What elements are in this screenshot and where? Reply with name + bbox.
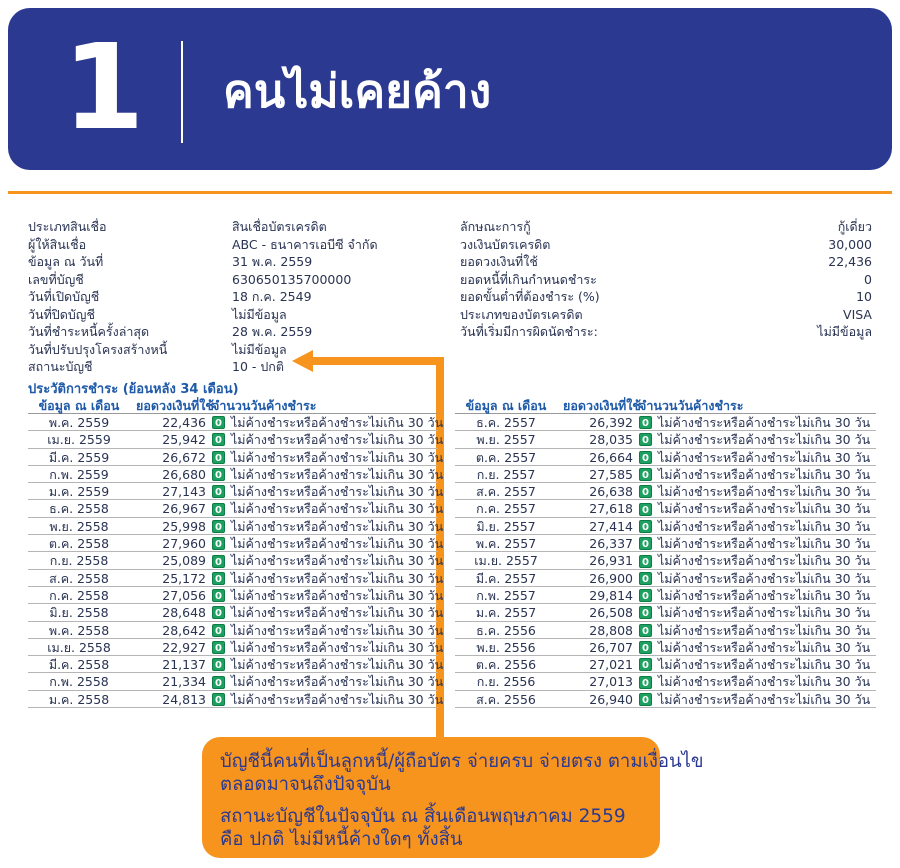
field-value: 10 xyxy=(856,289,872,304)
cell-amount: 27,414 xyxy=(589,518,633,534)
cell-month: ม.ค. 2559 xyxy=(48,484,110,500)
zero-days-overdue-badge: 0 xyxy=(212,451,225,464)
field-label: ยอดหนี้ที่เกินกำหนดชำระ xyxy=(460,271,597,287)
table-header-row xyxy=(455,397,876,414)
zero-days-overdue-badge: 0 xyxy=(639,589,652,602)
cell-amount: 26,638 xyxy=(589,484,633,500)
zero-days-overdue-badge: 0 xyxy=(212,606,225,619)
field-label: วันที่ปรับปรุงโครงสร้างหนี้ xyxy=(28,341,168,357)
payment-history-title: ประวัติการชำระ (ย้อนหลัง 34 เดือน) xyxy=(28,382,239,397)
zero-days-overdue-badge: 0 xyxy=(212,589,225,602)
zero-days-overdue-badge: 0 xyxy=(639,485,652,498)
field-value: 31 พ.ค. 2559 xyxy=(232,254,313,269)
field-label: วันที่ชำระหนี้ครั้งล่าสุด xyxy=(28,324,150,339)
cell-month: ต.ค. 2557 xyxy=(475,449,537,465)
cell-month: ก.พ. 2557 xyxy=(476,587,536,603)
cell-month: เม.ย. 2559 xyxy=(47,432,111,448)
info-row xyxy=(460,253,872,271)
zero-days-overdue-badge: 0 xyxy=(639,451,652,464)
zero-days-overdue-badge: 0 xyxy=(212,416,225,429)
zero-days-overdue-badge: 0 xyxy=(639,520,652,533)
cell-amount: 25,942 xyxy=(162,432,206,448)
field-label: ประเภทสินเชื่อ xyxy=(28,219,107,234)
cell-month: ก.ย. 2558 xyxy=(49,553,109,569)
info-row xyxy=(28,341,436,359)
table-row xyxy=(28,604,444,621)
cell-month: พ.ย. 2558 xyxy=(49,518,109,534)
zero-days-overdue-badge: 0 xyxy=(639,658,652,671)
info-row xyxy=(28,253,436,271)
field-value: ไม่มีข้อมูล xyxy=(232,306,287,322)
cell-month: ส.ค. 2557 xyxy=(476,484,536,500)
account-info-left xyxy=(28,218,436,376)
column-header-amount: ยอดวงเงินที่ใช้ xyxy=(563,398,641,413)
cell-status-text: ไม่ค้างชำระหรือค้างชำระไม่เกิน 30 วัน xyxy=(231,639,444,655)
cell-amount: 22,927 xyxy=(162,639,206,655)
zero-days-overdue-badge: 0 xyxy=(212,555,225,568)
field-value: ไม่มีข้อมูล xyxy=(817,324,872,339)
cell-status-text: ไม่ค้างชำระหรือค้างชำระไม่เกิน 30 วัน xyxy=(231,622,444,638)
cell-amount: 26,508 xyxy=(589,605,633,621)
field-value: 22,436 xyxy=(828,254,872,269)
field-label: วันที่เปิดบัญชี xyxy=(28,289,100,304)
cell-status-text: ไม่ค้างชำระหรือค้างชำระไม่เกิน 30 วัน xyxy=(658,639,871,655)
zero-days-overdue-badge: 0 xyxy=(212,537,225,550)
table-row xyxy=(28,431,444,448)
cell-status-text: ไม่ค้างชำระหรือค้างชำระไม่เกิน 30 วัน xyxy=(658,570,871,586)
info-row xyxy=(460,218,872,236)
cell-month: ส.ค. 2556 xyxy=(476,691,536,707)
table-row xyxy=(28,500,444,517)
cell-status-text: ไม่ค้างชำระหรือค้างชำระไม่เกิน 30 วัน xyxy=(658,449,871,465)
zero-days-overdue-badge: 0 xyxy=(212,693,225,706)
table-row xyxy=(28,622,444,639)
cell-amount: 26,900 xyxy=(589,570,633,586)
table-row xyxy=(28,656,444,673)
section-title: คนไม่เคยค้าง xyxy=(223,64,492,118)
info-row xyxy=(28,288,436,306)
zero-days-overdue-badge: 0 xyxy=(639,555,652,568)
cell-month: ก.ย. 2556 xyxy=(476,674,536,690)
field-value: 630650135700000 xyxy=(232,271,352,287)
cell-month: ก.ค. 2557 xyxy=(476,501,536,517)
info-row xyxy=(28,271,436,289)
cell-status-text: ไม่ค้างชำระหรือค้างชำระไม่เกิน 30 วัน xyxy=(231,691,444,707)
cell-amount: 27,021 xyxy=(589,657,633,673)
callout-text-line: ตลอดมาจนถึงปัจจุบัน xyxy=(220,774,391,795)
table-row xyxy=(455,414,876,431)
cell-month: เม.ย. 2557 xyxy=(474,553,538,569)
cell-month: ก.พ. 2558 xyxy=(49,674,109,690)
payment-history-table-right xyxy=(455,397,876,708)
info-row xyxy=(460,288,872,306)
field-value: ไม่มีข้อมูล xyxy=(232,341,287,357)
cell-month: ต.ค. 2556 xyxy=(475,657,537,673)
table-row xyxy=(455,449,876,466)
zero-days-overdue-badge: 0 xyxy=(212,572,225,585)
cell-status-text: ไม่ค้างชำระหรือค้างชำระไม่เกิน 30 วัน xyxy=(231,605,444,621)
field-value: 0 xyxy=(864,271,872,287)
column-header-amount: ยอดวงเงินที่ใช้ xyxy=(136,398,214,413)
cell-amount: 26,664 xyxy=(589,449,633,465)
cell-month: พ.ค. 2558 xyxy=(48,622,110,638)
callout-text-line: สถานะบัญชีในปัจจุบัน ณ สิ้นเดือนพฤษภาคม 2559 xyxy=(220,806,626,827)
cell-status-text: ไม่ค้างชำระหรือค้างชำระไม่เกิน 30 วัน xyxy=(231,570,444,586)
field-label: วงเงินบัตรเครดิต xyxy=(460,236,551,252)
zero-days-overdue-badge: 0 xyxy=(639,572,652,585)
section-number: 1 xyxy=(62,18,145,156)
table-header-row xyxy=(28,397,438,414)
info-row xyxy=(460,271,872,289)
table-row xyxy=(455,656,876,673)
cell-status-text: ไม่ค้างชำระหรือค้างชำระไม่เกิน 30 วัน xyxy=(231,674,444,690)
cell-month: พ.ค. 2559 xyxy=(48,415,110,430)
zero-days-overdue-badge: 0 xyxy=(639,606,652,619)
cell-status-text: ไม่ค้างชำระหรือค้างชำระไม่เกิน 30 วัน xyxy=(658,587,871,603)
table-row xyxy=(28,639,444,656)
cell-month: มี.ค. 2557 xyxy=(475,570,537,586)
cell-amount: 25,089 xyxy=(162,553,206,569)
cell-amount: 26,931 xyxy=(589,553,633,569)
callout-connector-horizontal xyxy=(310,357,444,365)
cell-status-text: ไม่ค้างชำระหรือค้างชำระไม่เกิน 30 วัน xyxy=(658,501,871,517)
cell-amount: 27,056 xyxy=(162,587,206,603)
table-row xyxy=(28,587,444,604)
zero-days-overdue-badge: 0 xyxy=(639,693,652,706)
cell-amount: 21,334 xyxy=(162,674,206,690)
info-row xyxy=(28,218,436,236)
zero-days-overdue-badge: 0 xyxy=(639,433,652,446)
table-row xyxy=(28,673,444,690)
payment-history-table-left xyxy=(28,397,444,708)
cell-month: ม.ค. 2558 xyxy=(48,691,110,707)
field-label: ข้อมูล ณ วันที่ xyxy=(28,254,104,269)
table-row xyxy=(455,483,876,500)
info-row xyxy=(28,323,436,341)
table-row xyxy=(455,673,876,690)
table-row xyxy=(28,535,444,552)
cell-status-text: ไม่ค้างชำระหรือค้างชำระไม่เกิน 30 วัน xyxy=(231,518,444,534)
table-row xyxy=(28,483,444,500)
field-value: 10 - ปกติ xyxy=(232,359,284,374)
cell-amount: 28,035 xyxy=(589,432,633,448)
cell-amount: 25,172 xyxy=(162,570,206,586)
table-row xyxy=(455,535,876,552)
cell-month: ต.ค. 2558 xyxy=(48,536,110,552)
cell-month: ธ.ค. 2557 xyxy=(476,415,536,430)
column-header-status: จำนวนวันค้างชำระ xyxy=(639,398,744,413)
cell-month: มี.ค. 2558 xyxy=(48,657,110,673)
column-header-status: จำนวนวันค้างชำระ xyxy=(212,398,317,413)
cell-month: ก.พ. 2559 xyxy=(49,466,109,482)
table-row xyxy=(28,552,444,569)
orange-divider-rule xyxy=(8,191,892,194)
cell-amount: 21,137 xyxy=(162,657,206,673)
cell-month: ม.ค. 2557 xyxy=(475,605,537,621)
cell-amount: 27,585 xyxy=(589,466,633,482)
zero-days-overdue-badge: 0 xyxy=(639,416,652,429)
cell-amount: 25,998 xyxy=(162,518,206,534)
table-row xyxy=(28,449,444,466)
cell-status-text: ไม่ค้างชำระหรือค้างชำระไม่เกิน 30 วัน xyxy=(658,466,871,482)
cell-month: มี.ค. 2559 xyxy=(48,449,110,465)
cell-month: เม.ย. 2558 xyxy=(47,639,111,655)
table-row xyxy=(455,639,876,656)
field-value: ABC - ธนาคารเอบีซี จำกัด xyxy=(232,236,378,252)
banner-divider xyxy=(181,41,183,143)
cell-month: ส.ค. 2558 xyxy=(49,570,109,586)
cell-month: ก.ค. 2558 xyxy=(49,587,109,603)
cell-month: พ.ย. 2556 xyxy=(476,639,536,655)
cell-status-text: ไม่ค้างชำระหรือค้างชำระไม่เกิน 30 วัน xyxy=(658,432,871,448)
info-row xyxy=(28,236,436,254)
field-label: ลักษณะการกู้ xyxy=(460,219,531,234)
table-row xyxy=(455,691,876,708)
column-header-month: ข้อมูล ณ เดือน xyxy=(38,398,120,413)
zero-days-overdue-badge: 0 xyxy=(212,468,225,481)
table-row xyxy=(28,518,444,535)
cell-amount: 26,940 xyxy=(589,691,633,707)
cell-month: ธ.ค. 2558 xyxy=(49,501,109,517)
zero-days-overdue-badge: 0 xyxy=(212,624,225,637)
zero-days-overdue-badge: 0 xyxy=(212,520,225,533)
cell-amount: 26,967 xyxy=(162,501,206,517)
cell-status-text: ไม่ค้างชำระหรือค้างชำระไม่เกิน 30 วัน xyxy=(658,622,871,638)
field-label: วันที่ปิดบัญชี xyxy=(28,306,95,322)
cell-status-text: ไม่ค้างชำระหรือค้างชำระไม่เกิน 30 วัน xyxy=(658,657,871,673)
table-row xyxy=(28,466,444,483)
table-row xyxy=(28,570,444,587)
table-row xyxy=(455,570,876,587)
info-row xyxy=(28,306,436,324)
cell-amount: 28,808 xyxy=(589,622,633,638)
field-value: VISA xyxy=(843,306,872,322)
field-label: ประเภทของบัตรเครดิต xyxy=(460,306,583,322)
cell-month: พ.ย. 2557 xyxy=(476,432,536,448)
zero-days-overdue-badge: 0 xyxy=(639,537,652,550)
cell-status-text: ไม่ค้างชำระหรือค้างชำระไม่เกิน 30 วัน xyxy=(231,449,444,465)
field-label: ผู้ให้สินเชื่อ xyxy=(28,236,87,252)
table-row xyxy=(28,414,444,431)
table-row xyxy=(455,466,876,483)
callout-text-line: บัญชีนี้คนที่เป็นลูกหนี้/ผู้ถือบัตร จ่ายครบ จ่ายตรง ตามเงื่อนไข xyxy=(220,751,704,772)
cell-status-text: ไม่ค้างชำระหรือค้างชำระไม่เกิน 30 วัน xyxy=(658,605,871,621)
field-value: 18 ก.ค. 2549 xyxy=(232,289,312,304)
table-row xyxy=(455,518,876,535)
cell-status-text: ไม่ค้างชำระหรือค้างชำระไม่เกิน 30 วัน xyxy=(658,536,871,552)
field-label: ยอดวงเงินที่ใช้ xyxy=(460,254,538,269)
info-row xyxy=(460,323,872,341)
field-label: ยอดขั้นต่ำที่ต้องชำระ (%) xyxy=(460,289,600,304)
table-row xyxy=(455,431,876,448)
field-label: สถานะบัญชี xyxy=(28,359,93,374)
field-value: 28 พ.ค. 2559 xyxy=(232,324,313,339)
cell-status-text: ไม่ค้างชำระหรือค้างชำระไม่เกิน 30 วัน xyxy=(658,518,871,534)
table-row xyxy=(28,691,444,708)
cell-status-text: ไม่ค้างชำระหรือค้างชำระไม่เกิน 30 วัน xyxy=(231,484,444,500)
zero-days-overdue-badge: 0 xyxy=(212,641,225,654)
account-info-right xyxy=(460,218,872,341)
cell-status-text: ไม่ค้างชำระหรือค้างชำระไม่เกิน 30 วัน xyxy=(658,691,871,707)
cell-status-text: ไม่ค้างชำระหรือค้างชำระไม่เกิน 30 วัน xyxy=(231,553,444,569)
cell-status-text: ไม่ค้างชำระหรือค้างชำระไม่เกิน 30 วัน xyxy=(658,674,871,690)
cell-amount: 26,672 xyxy=(162,449,206,465)
summary-callout xyxy=(202,737,704,858)
cell-amount: 26,680 xyxy=(162,466,206,482)
section-banner xyxy=(8,8,892,170)
cell-status-text: ไม่ค้างชำระหรือค้างชำระไม่เกิน 30 วัน xyxy=(658,415,871,430)
cell-month: มิ.ย. 2558 xyxy=(49,605,109,621)
callout-text-line: คือ ปกติ ไม่มีหนี้ค้างใดๆ ทั้งสิ้น xyxy=(220,829,463,850)
zero-days-overdue-badge: 0 xyxy=(212,503,225,516)
cell-month: ธ.ค. 2556 xyxy=(476,622,536,638)
info-row xyxy=(460,236,872,254)
cell-month: พ.ค. 2557 xyxy=(475,536,537,552)
cell-status-text: ไม่ค้างชำระหรือค้างชำระไม่เกิน 30 วัน xyxy=(658,553,871,569)
table-row xyxy=(455,604,876,621)
zero-days-overdue-badge: 0 xyxy=(639,624,652,637)
cell-amount: 24,813 xyxy=(162,691,206,707)
zero-days-overdue-badge: 0 xyxy=(639,641,652,654)
field-label: วันที่เริ่มมีการผิดนัดชำระ: xyxy=(460,324,598,339)
cell-amount: 29,814 xyxy=(589,587,633,603)
column-header-month: ข้อมูล ณ เดือน xyxy=(465,398,547,413)
cell-amount: 26,707 xyxy=(589,639,633,655)
field-value: สินเชื่อบัตรเครดิต xyxy=(232,219,327,234)
zero-days-overdue-badge: 0 xyxy=(639,503,652,516)
field-value: กู้เดี่ยว xyxy=(837,219,872,234)
table-row xyxy=(455,622,876,639)
cell-status-text: ไม่ค้างชำระหรือค้างชำระไม่เกิน 30 วัน xyxy=(231,466,444,482)
zero-days-overdue-badge: 0 xyxy=(212,676,225,689)
cell-status-text: ไม่ค้างชำระหรือค้างชำระไม่เกิน 30 วัน xyxy=(231,657,444,673)
table-row xyxy=(455,500,876,517)
cell-status-text: ไม่ค้างชำระหรือค้างชำระไม่เกิน 30 วัน xyxy=(231,432,444,448)
cell-amount: 27,618 xyxy=(589,501,633,517)
zero-days-overdue-badge: 0 xyxy=(212,658,225,671)
cell-amount: 28,642 xyxy=(162,622,206,638)
zero-days-overdue-badge: 0 xyxy=(639,676,652,689)
zero-days-overdue-badge: 0 xyxy=(639,468,652,481)
zero-days-overdue-badge: 0 xyxy=(212,433,225,446)
cell-amount: 22,436 xyxy=(162,415,206,430)
field-label: เลขที่บัญชี xyxy=(28,271,84,287)
cell-amount: 28,648 xyxy=(162,605,206,621)
info-row xyxy=(460,306,872,324)
cell-amount: 26,392 xyxy=(589,415,633,430)
cell-amount: 27,013 xyxy=(589,674,633,690)
cell-month: ก.ย. 2557 xyxy=(476,466,536,482)
cell-status-text: ไม่ค้างชำระหรือค้างชำระไม่เกิน 30 วัน xyxy=(231,587,444,603)
table-row xyxy=(455,587,876,604)
cell-status-text: ไม่ค้างชำระหรือค้างชำระไม่เกิน 30 วัน xyxy=(231,501,444,517)
zero-days-overdue-badge: 0 xyxy=(212,485,225,498)
field-value: 30,000 xyxy=(828,236,872,252)
table-row xyxy=(455,552,876,569)
cell-amount: 27,143 xyxy=(162,484,206,500)
cell-amount: 26,337 xyxy=(589,536,633,552)
cell-status-text: ไม่ค้างชำระหรือค้างชำระไม่เกิน 30 วัน xyxy=(231,536,444,552)
cell-month: มิ.ย. 2557 xyxy=(476,518,536,534)
cell-status-text: ไม่ค้างชำระหรือค้างชำระไม่เกิน 30 วัน xyxy=(658,484,871,500)
cell-amount: 27,960 xyxy=(162,536,206,552)
cell-status-text: ไม่ค้างชำระหรือค้างชำระไม่เกิน 30 วัน xyxy=(231,415,444,430)
